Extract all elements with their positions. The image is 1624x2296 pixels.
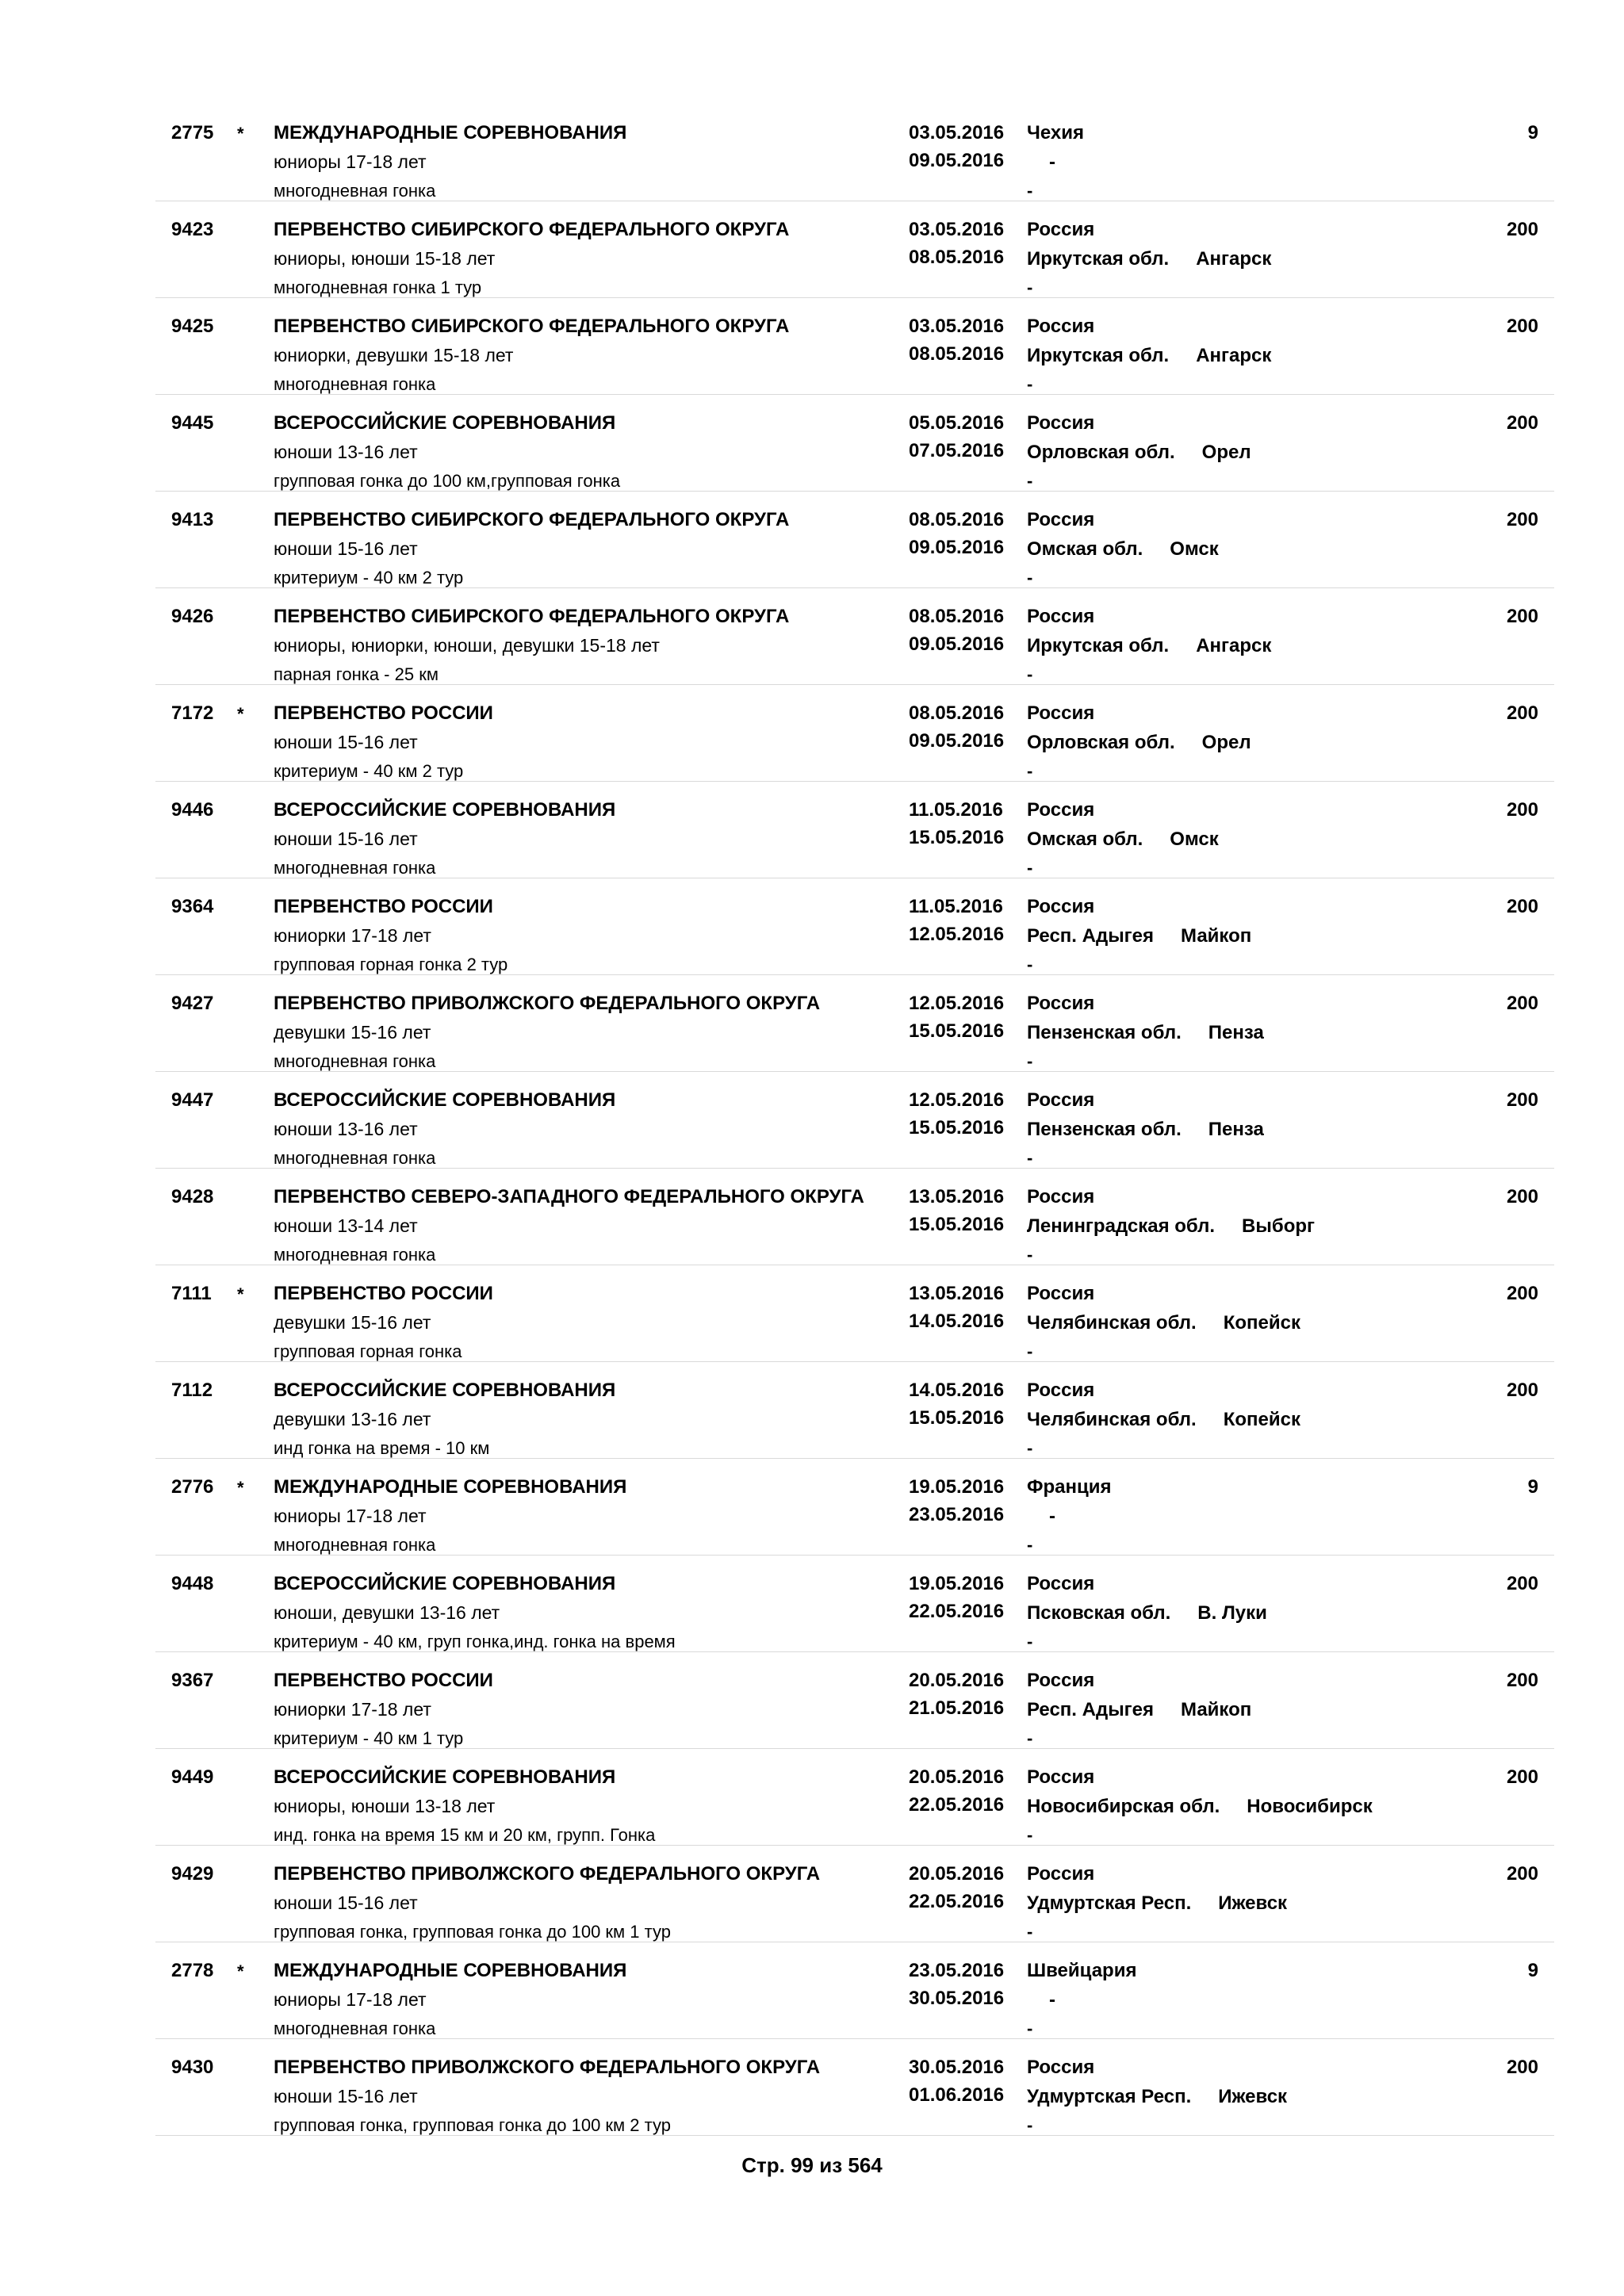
start-date: 03.05.2016 <box>909 219 1005 240</box>
extra-field: - <box>1027 2019 1033 2038</box>
age-category: юниоры, юноши 15-18 лет <box>274 248 496 269</box>
location <box>1027 1701 1251 1720</box>
race-type: многодневная гонка <box>274 1051 436 1071</box>
race-type: инд гонка на время - 10 км <box>274 1438 490 1458</box>
age-category: юноши 13-14 лет <box>274 1215 418 1236</box>
race-type: инд. гонка на время 15 км и 20 км, групп. Гонка <box>274 1825 656 1845</box>
extra-field: - <box>1027 1825 1033 1845</box>
list-item <box>0 793 1624 890</box>
start-date: 20.05.2016 <box>909 1766 1005 1788</box>
start-date: 23.05.2016 <box>909 1960 1005 1981</box>
end-date: 15.05.2016 <box>909 827 1005 848</box>
event-id: 9448 <box>171 1573 214 1594</box>
end-date: 12.05.2016 <box>909 924 1005 945</box>
region: Орловская обл. <box>1027 732 1175 753</box>
event-id: 2776 <box>171 1476 214 1498</box>
age-category: юноши 13-16 лет <box>274 1119 418 1139</box>
location <box>1027 540 1219 559</box>
extra-field: - <box>1027 858 1033 878</box>
extra-field: - <box>1027 1632 1033 1651</box>
event-id: 7111 <box>171 1283 212 1304</box>
extra-field: - <box>1027 2115 1033 2135</box>
location <box>1027 443 1251 462</box>
list-item <box>0 309 1624 406</box>
race-type: многодневная гонка <box>274 2019 436 2038</box>
age-category: девушки 13-16 лет <box>274 1409 431 1429</box>
country: Россия <box>1027 799 1095 821</box>
participant-count: 200 <box>1506 412 1538 434</box>
region: Челябинская обл. <box>1027 1409 1197 1430</box>
age-category: юноши 13-16 лет <box>274 442 418 462</box>
region: Иркутская обл. <box>1027 345 1170 366</box>
end-date: 22.05.2016 <box>909 1891 1005 1912</box>
event-title: ВСЕРОССИЙСКИЕ СОРЕВНОВАНИЯ <box>274 1089 616 1111</box>
location <box>1027 1410 1300 1429</box>
end-date: 30.05.2016 <box>909 1988 1005 2009</box>
list-item <box>0 1663 1624 1760</box>
location <box>1027 346 1271 365</box>
race-type: групповая гонка до 100 км,групповая гонка <box>274 471 621 491</box>
list-item <box>0 212 1624 309</box>
country: Чехия <box>1027 122 1084 144</box>
region: Респ. Адыгея <box>1027 1699 1155 1720</box>
event-id: 9413 <box>171 509 214 530</box>
event-id: 9426 <box>171 606 214 627</box>
location <box>1027 1217 1315 1236</box>
age-category: юниоры 17-18 лет <box>274 1506 427 1526</box>
location <box>1027 733 1251 752</box>
participant-count: 200 <box>1506 896 1538 917</box>
age-category: девушки 15-16 лет <box>274 1022 431 1043</box>
event-title: ПЕРВЕНСТВО СЕВЕРО-ЗАПАДНОГО ФЕДЕРАЛЬНОГО ОКРУГА <box>274 1186 864 1207</box>
race-type: парная гонка - 25 км <box>274 664 439 684</box>
end-date: 22.05.2016 <box>909 1794 1005 1816</box>
region: Ленинградская обл. <box>1027 1215 1216 1237</box>
city: В. Луки <box>1197 1602 1267 1624</box>
region: Удмуртская Респ. <box>1027 2086 1192 2107</box>
city: Ижевск <box>1218 2086 1288 2107</box>
age-category: юниоры 17-18 лет <box>274 151 427 172</box>
city: Майкоп <box>1181 1699 1252 1720</box>
country: Россия <box>1027 1089 1095 1111</box>
event-title: ВСЕРОССИЙСКИЕ СОРЕВНОВАНИЯ <box>274 1380 616 1401</box>
location <box>1027 1894 1287 1913</box>
country: Франция <box>1027 1476 1112 1498</box>
participant-count: 200 <box>1506 799 1538 821</box>
competition-list <box>0 116 1624 2147</box>
race-type: групповая горная гонка 2 тур <box>274 955 508 974</box>
city: Майкоп <box>1181 925 1252 947</box>
event-title: МЕЖДУНАРОДНЫЕ СОРЕВНОВАНИЯ <box>274 122 627 144</box>
event-title: МЕЖДУНАРОДНЫЕ СОРЕВНОВАНИЯ <box>274 1476 627 1498</box>
participant-count: 200 <box>1506 1573 1538 1594</box>
age-category: юноши 15-16 лет <box>274 1892 418 1913</box>
extra-field: - <box>1027 1728 1033 1748</box>
city: Орел <box>1201 442 1251 463</box>
start-date: 20.05.2016 <box>909 1863 1005 1885</box>
race-type: многодневная гонка <box>274 374 436 394</box>
race-type: многодневная гонка 1 тур <box>274 277 482 297</box>
event-id: 9445 <box>171 412 214 434</box>
race-type: критериум - 40 км 2 тур <box>274 568 464 587</box>
start-date: 30.05.2016 <box>909 2057 1005 2078</box>
start-date: 13.05.2016 <box>909 1283 1005 1304</box>
country: Россия <box>1027 316 1095 337</box>
country: Россия <box>1027 1670 1095 1691</box>
event-id: 9427 <box>171 993 214 1014</box>
country: Россия <box>1027 412 1095 434</box>
list-item <box>0 696 1624 793</box>
race-type: групповая гонка, групповая гонка до 100 км 1 тур <box>274 1922 671 1942</box>
event-id: 9367 <box>171 1670 214 1691</box>
participant-count: 200 <box>1506 993 1538 1014</box>
list-item <box>0 503 1624 599</box>
participant-count: 200 <box>1506 1380 1538 1401</box>
end-date: 15.05.2016 <box>909 1407 1005 1429</box>
end-date: 08.05.2016 <box>909 343 1005 365</box>
location <box>1027 637 1271 656</box>
region: Псковская обл. <box>1027 1602 1171 1624</box>
city: Омск <box>1170 828 1219 850</box>
start-date: 08.05.2016 <box>909 606 1005 627</box>
country: Россия <box>1027 896 1095 917</box>
page-footer: Стр. 99 из 564 <box>741 2153 883 2177</box>
start-date: 08.05.2016 <box>909 509 1005 530</box>
start-date: 08.05.2016 <box>909 702 1005 724</box>
event-title: ПЕРВЕНСТВО СИБИРСКОГО ФЕДЕРАЛЬНОГО ОКРУГА <box>274 316 790 337</box>
end-date: 14.05.2016 <box>909 1311 1005 1332</box>
age-category: юниоры, юниорки, юноши, девушки 15-18 лет <box>274 635 660 656</box>
star-marker: * <box>237 124 244 144</box>
city: Пенза <box>1208 1119 1264 1140</box>
event-id: 9423 <box>171 219 214 240</box>
city: - <box>1049 1989 1055 2011</box>
end-date: 09.05.2016 <box>909 730 1005 752</box>
participant-count: 200 <box>1506 2057 1538 2078</box>
start-date: 11.05.2016 <box>909 799 1003 821</box>
list-item <box>0 1760 1624 1857</box>
city: Ангарск <box>1196 635 1272 656</box>
city: Пенза <box>1208 1022 1264 1043</box>
participant-count: 200 <box>1506 606 1538 627</box>
age-category: юниоры 17-18 лет <box>274 1989 427 2010</box>
location <box>1027 927 1251 946</box>
event-id: 2778 <box>171 1960 214 1981</box>
location <box>1027 153 1055 172</box>
location <box>1027 1797 1373 1816</box>
start-date: 03.05.2016 <box>909 316 1005 337</box>
event-title: ПЕРВЕНСТВО РОССИИ <box>274 896 493 917</box>
race-type: групповая гонка, групповая гонка до 100 км 2 тур <box>274 2115 671 2135</box>
extra-field: - <box>1027 1051 1033 1071</box>
race-type: многодневная гонка <box>274 1245 436 1265</box>
city: Ангарск <box>1196 248 1272 270</box>
country: Россия <box>1027 1573 1095 1594</box>
location <box>1027 1507 1055 1526</box>
country: Россия <box>1027 702 1095 724</box>
location <box>1027 1991 1055 2010</box>
age-category: юниорки 17-18 лет <box>274 1699 431 1720</box>
event-title: ПЕРВЕНСТВО СИБИРСКОГО ФЕДЕРАЛЬНОГО ОКРУГА <box>274 606 790 627</box>
list-item <box>0 2050 1624 2147</box>
participant-count: 200 <box>1506 1186 1538 1207</box>
participant-count: 200 <box>1506 1863 1538 1885</box>
start-date: 03.05.2016 <box>909 122 1005 144</box>
location <box>1027 1120 1264 1139</box>
country: Россия <box>1027 1186 1095 1207</box>
event-id: 9449 <box>171 1766 214 1788</box>
list-item <box>0 1373 1624 1470</box>
end-date: 21.05.2016 <box>909 1697 1005 1719</box>
race-type: многодневная гонка <box>274 1535 436 1555</box>
region: Пензенская обл. <box>1027 1022 1182 1043</box>
location <box>1027 250 1271 269</box>
race-type: критериум - 40 км 1 тур <box>274 1728 464 1748</box>
extra-field: - <box>1027 1922 1033 1942</box>
city: Выборг <box>1242 1215 1316 1237</box>
start-date: 20.05.2016 <box>909 1670 1005 1691</box>
race-type: групповая горная гонка <box>274 1341 462 1361</box>
region: Иркутская обл. <box>1027 635 1170 656</box>
region: Омская обл. <box>1027 828 1143 850</box>
country: Россия <box>1027 993 1095 1014</box>
start-date: 05.05.2016 <box>909 412 1005 434</box>
end-date: 07.05.2016 <box>909 440 1005 461</box>
city: Омск <box>1170 538 1219 560</box>
location <box>1027 1024 1264 1043</box>
region: Удмуртская Респ. <box>1027 1892 1192 1914</box>
list-item <box>0 1083 1624 1180</box>
participant-count: 200 <box>1506 1766 1538 1788</box>
race-type: многодневная гонка <box>274 858 436 878</box>
start-date: 19.05.2016 <box>909 1476 1005 1498</box>
age-category: юноши 15-16 лет <box>274 2086 418 2107</box>
event-title: ПЕРВЕНСТВО СИБИРСКОГО ФЕДЕРАЛЬНОГО ОКРУГА <box>274 219 790 240</box>
list-item <box>0 116 1624 212</box>
list-item <box>0 1857 1624 1954</box>
extra-field: - <box>1027 1535 1033 1555</box>
end-date: 09.05.2016 <box>909 150 1005 171</box>
extra-field: - <box>1027 277 1033 297</box>
event-id: 2775 <box>171 122 214 144</box>
extra-field: - <box>1027 664 1033 684</box>
list-item <box>0 1180 1624 1276</box>
extra-field: - <box>1027 1341 1033 1361</box>
star-marker: * <box>237 1284 244 1304</box>
event-id: 7172 <box>171 702 214 724</box>
event-title: ВСЕРОССИЙСКИЕ СОРЕВНОВАНИЯ <box>274 412 616 434</box>
age-category: юноши 15-16 лет <box>274 828 418 849</box>
list-item <box>0 599 1624 696</box>
country: Россия <box>1027 1283 1095 1304</box>
country: Швейцария <box>1027 1960 1137 1981</box>
event-id: 9364 <box>171 896 214 917</box>
country: Россия <box>1027 1766 1095 1788</box>
city: Орел <box>1201 732 1251 753</box>
list-item <box>0 406 1624 503</box>
region: Новосибирская обл. <box>1027 1796 1220 1817</box>
event-id: 9446 <box>171 799 214 821</box>
location <box>1027 1604 1267 1623</box>
country: Россия <box>1027 1863 1095 1885</box>
start-date: 19.05.2016 <box>909 1573 1005 1594</box>
end-date: 01.06.2016 <box>909 2084 1005 2106</box>
age-category: девушки 15-16 лет <box>274 1312 431 1333</box>
event-title: ПЕРВЕНСТВО ПРИВОЛЖСКОГО ФЕДЕРАЛЬНОГО ОКРУГА <box>274 2057 821 2078</box>
participant-count: 9 <box>1527 1476 1538 1498</box>
start-date: 12.05.2016 <box>909 1089 1005 1111</box>
end-date: 15.05.2016 <box>909 1214 1005 1235</box>
city: - <box>1049 1506 1055 1527</box>
country: Россия <box>1027 509 1095 530</box>
start-date: 11.05.2016 <box>909 896 1003 917</box>
event-id: 9429 <box>171 1863 214 1885</box>
event-title: ПЕРВЕНСТВО РОССИИ <box>274 1670 493 1691</box>
extra-field: - <box>1027 1245 1033 1265</box>
region: Иркутская обл. <box>1027 248 1170 270</box>
participant-count: 200 <box>1506 219 1538 240</box>
city: Новосибирск <box>1247 1796 1373 1817</box>
list-item <box>0 1470 1624 1567</box>
end-date: 08.05.2016 <box>909 247 1005 268</box>
participant-count: 200 <box>1506 702 1538 724</box>
country: Россия <box>1027 2057 1095 2078</box>
extra-field: - <box>1027 761 1033 781</box>
age-category: юниорки, девушки 15-18 лет <box>274 345 514 365</box>
start-date: 13.05.2016 <box>909 1186 1005 1207</box>
participant-count: 9 <box>1527 122 1538 144</box>
list-item <box>0 986 1624 1083</box>
race-type: критериум - 40 км, груп гонка,инд. гонка на время <box>274 1632 676 1651</box>
country: Россия <box>1027 606 1095 627</box>
city: - <box>1049 151 1055 173</box>
event-id: 9430 <box>171 2057 214 2078</box>
region: Омская обл. <box>1027 538 1143 560</box>
list-item <box>0 890 1624 986</box>
event-id: 9447 <box>171 1089 214 1111</box>
participant-count: 200 <box>1506 509 1538 530</box>
region: Челябинская обл. <box>1027 1312 1197 1334</box>
participant-count: 200 <box>1506 1283 1538 1304</box>
event-title: ПЕРВЕНСТВО СИБИРСКОГО ФЕДЕРАЛЬНОГО ОКРУГА <box>274 509 790 530</box>
event-id: 9425 <box>171 316 214 337</box>
event-title: ВСЕРОССИЙСКИЕ СОРЕВНОВАНИЯ <box>274 1766 616 1788</box>
event-title: ВСЕРОССИЙСКИЕ СОРЕВНОВАНИЯ <box>274 1573 616 1594</box>
event-id: 9428 <box>171 1186 214 1207</box>
event-title: МЕЖДУНАРОДНЫЕ СОРЕВНОВАНИЯ <box>274 1960 627 1981</box>
participant-count: 200 <box>1506 1089 1538 1111</box>
end-date: 15.05.2016 <box>909 1117 1005 1138</box>
location <box>1027 830 1219 849</box>
region: Орловская обл. <box>1027 442 1175 463</box>
age-category: юниоры, юноши 13-18 лет <box>274 1796 496 1816</box>
age-category: юноши 15-16 лет <box>274 538 418 559</box>
participant-count: 9 <box>1527 1960 1538 1981</box>
extra-field: - <box>1027 1438 1033 1458</box>
end-date: 22.05.2016 <box>909 1601 1005 1622</box>
extra-field: - <box>1027 374 1033 394</box>
end-date: 09.05.2016 <box>909 537 1005 558</box>
star-marker: * <box>237 704 244 724</box>
event-title: ВСЕРОССИЙСКИЕ СОРЕВНОВАНИЯ <box>274 799 616 821</box>
location <box>1027 1314 1300 1333</box>
end-date: 23.05.2016 <box>909 1504 1005 1525</box>
extra-field: - <box>1027 955 1033 974</box>
list-item <box>0 1567 1624 1663</box>
region: Пензенская обл. <box>1027 1119 1182 1140</box>
list-item <box>0 1276 1624 1373</box>
extra-field: - <box>1027 181 1033 201</box>
race-type: критериум - 40 км 2 тур <box>274 761 464 781</box>
race-type: многодневная гонка <box>274 181 436 201</box>
city: Ангарск <box>1196 345 1272 366</box>
end-date: 09.05.2016 <box>909 633 1005 655</box>
country: Россия <box>1027 1380 1095 1401</box>
event-id: 7112 <box>171 1380 213 1401</box>
star-marker: * <box>237 1478 244 1498</box>
list-item <box>0 1954 1624 2050</box>
age-category: юноши, девушки 13-16 лет <box>274 1602 500 1623</box>
event-title: ПЕРВЕНСТВО РОССИИ <box>274 702 493 724</box>
participant-count: 200 <box>1506 316 1538 337</box>
extra-field: - <box>1027 568 1033 587</box>
participant-count: 200 <box>1506 1670 1538 1691</box>
country: Россия <box>1027 219 1095 240</box>
city: Копейск <box>1223 1312 1300 1334</box>
star-marker: * <box>237 1961 244 1981</box>
city: Ижевск <box>1218 1892 1288 1914</box>
event-title: ПЕРВЕНСТВО ПРИВОЛЖСКОГО ФЕДЕРАЛЬНОГО ОКРУГА <box>274 1863 821 1885</box>
city: Копейск <box>1223 1409 1300 1430</box>
start-date: 14.05.2016 <box>909 1380 1005 1401</box>
location <box>1027 2087 1287 2107</box>
event-title: ПЕРВЕНСТВО РОССИИ <box>274 1283 493 1304</box>
race-type: многодневная гонка <box>274 1148 436 1168</box>
region: Респ. Адыгея <box>1027 925 1155 947</box>
event-title: ПЕРВЕНСТВО ПРИВОЛЖСКОГО ФЕДЕРАЛЬНОГО ОКРУГА <box>274 993 821 1014</box>
age-category: юноши 15-16 лет <box>274 732 418 752</box>
extra-field: - <box>1027 1148 1033 1168</box>
age-category: юниорки 17-18 лет <box>274 925 431 946</box>
end-date: 15.05.2016 <box>909 1020 1005 1042</box>
start-date: 12.05.2016 <box>909 993 1005 1014</box>
extra-field: - <box>1027 471 1033 491</box>
